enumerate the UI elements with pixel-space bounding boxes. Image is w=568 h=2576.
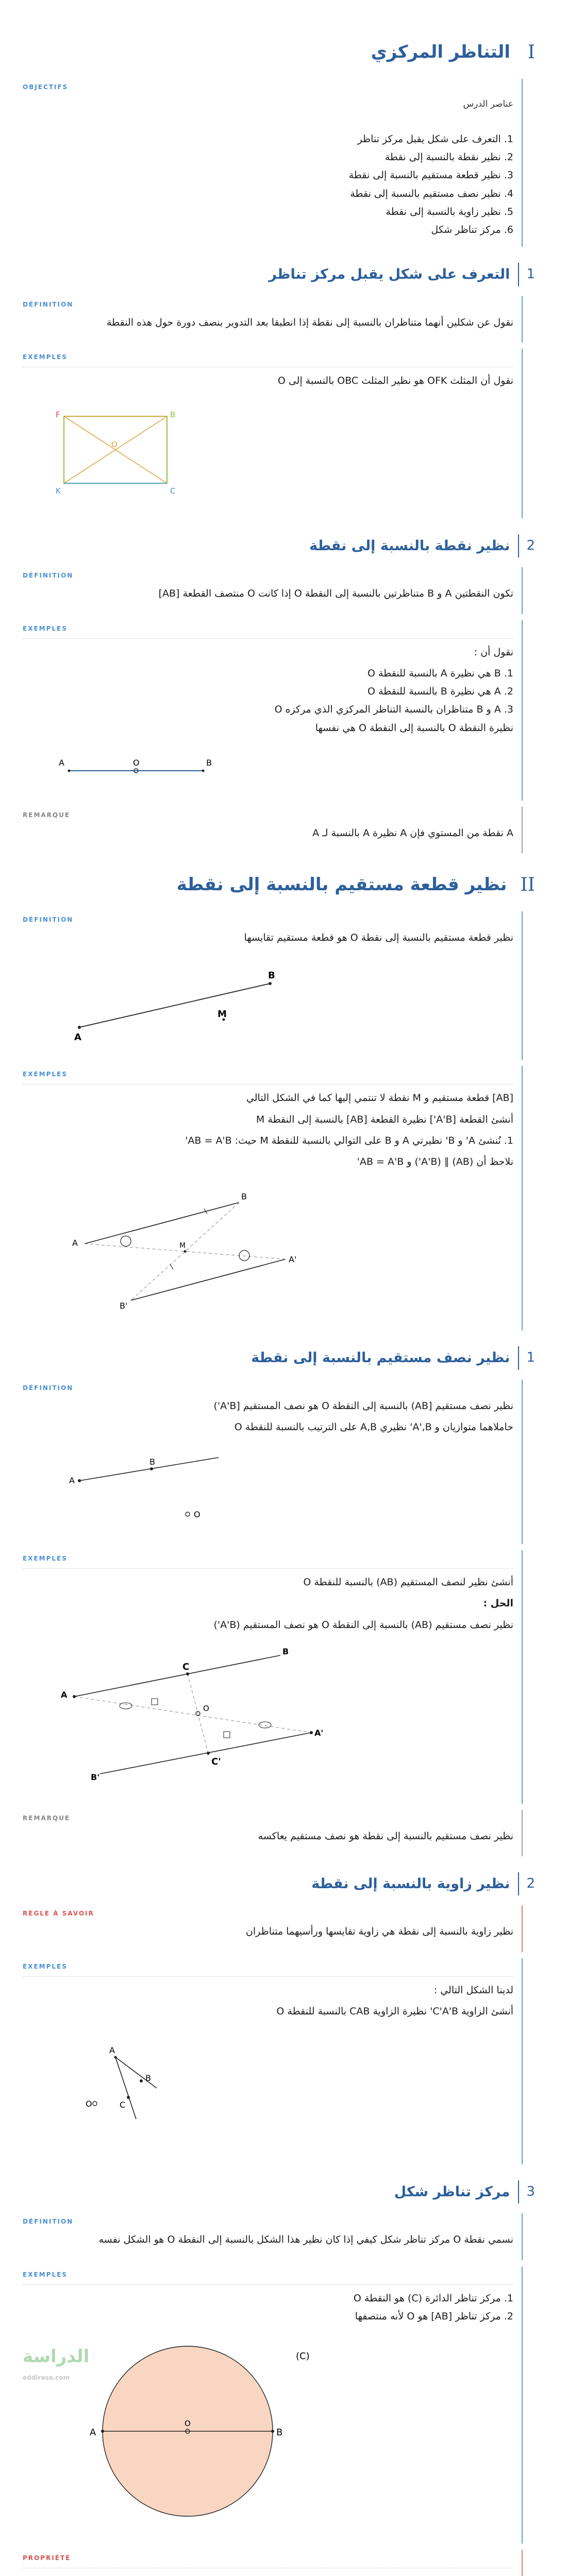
section-4-number: 2 xyxy=(518,1872,535,1896)
example-divider xyxy=(23,2284,513,2285)
halfline-figure xyxy=(54,1447,260,1530)
example-list xyxy=(23,2290,513,2326)
center-example xyxy=(23,2266,523,2544)
segment-figure-wrap xyxy=(23,951,513,1053)
definition-tag: DÉFINITION xyxy=(23,1384,74,1392)
rectangle-figure xyxy=(54,401,188,504)
segment-definition xyxy=(23,911,523,1060)
halfline-example xyxy=(23,1550,523,1804)
site-watermark xyxy=(23,2342,89,2383)
point-label-c: C xyxy=(170,486,176,496)
example-tag: EXEMPLES xyxy=(23,1962,68,1970)
section-4-heading: نظير زاوية بالنسبة إلى نقطة xyxy=(311,1876,510,1892)
segment-construction-figure xyxy=(54,1182,342,1316)
part-2-heading: نظير قطعة مستقيم بالنسبة إلى نقطة xyxy=(176,874,507,895)
example-tag: EXEMPLES xyxy=(23,624,68,632)
section-3-title xyxy=(23,1346,535,1370)
halfline-figure-wrap xyxy=(23,1440,513,1537)
example-tag: EXEMPLES xyxy=(23,2270,68,2278)
part-1-heading: التناظر المركزي xyxy=(371,41,510,62)
point-label-m: M xyxy=(218,1009,227,1020)
property-list xyxy=(23,2573,513,2576)
example-item: 2. A هي نظيرة B بالنسبة للنقطة O xyxy=(367,686,513,697)
rule-tag: RÈGLE À SAVOIR xyxy=(23,1910,94,1918)
midpoint-figure xyxy=(54,745,239,786)
point-label-b: B xyxy=(241,1192,247,1202)
section-5-title xyxy=(23,2180,535,2204)
definition-line-2: حاملاهما متوازيان و A',B' نظيري A,B على الترتيب بالنسبة للنقطة O xyxy=(234,1421,513,1433)
halfline-construction-wrap xyxy=(23,1638,513,1797)
midpoint-figure-wrap xyxy=(23,738,513,793)
angle-figure-wrap xyxy=(23,2024,513,2157)
example-tag: EXEMPLES xyxy=(23,353,68,361)
definition-line-1: نظير نصف مستقيم [AB) بالنسبة إلى النقطة O هو نصف المستقيم [A'B') xyxy=(213,1400,513,1412)
objective-item: 2. نظير نقطة بالنسبة إلى نقطة xyxy=(385,151,513,163)
halfline-remark xyxy=(23,1810,523,1856)
segment-figure xyxy=(54,958,311,1045)
objective-item: 1. التعرف على شكل يقبل مركز تناظر xyxy=(357,133,513,145)
example-tag: EXEMPLES xyxy=(23,1071,68,1078)
example-line-1: [AB] قطعة مستقيم و M نقطة لا تنتمي إليها كما في الشكل التالي xyxy=(246,1092,513,1104)
definition-text: نظير قطعة مستقيم بالنسبة إلى نقطة O هو قطعة مستقيم تقايسها xyxy=(244,932,513,943)
property-item xyxy=(23,2573,513,2576)
point-label-b: B xyxy=(170,410,176,419)
remark-text: نظير نصف مستقيم بالنسبة إلى نقطة هو نصف مستقيم يعاكسه xyxy=(258,1830,513,1842)
example-line-1: لدينا الشكل التالي : xyxy=(433,1984,513,1996)
section-1-title xyxy=(23,262,535,286)
example-item: 1. مركز تناظر الدائرة (C) هو النقطة O xyxy=(353,2292,513,2304)
remark-tag: REMARQUE xyxy=(23,811,71,819)
point-label-b: B xyxy=(145,2073,151,2083)
part-2-number: II xyxy=(520,874,535,895)
example-divider xyxy=(23,1976,513,1977)
definition-tag: DÉFINITION xyxy=(23,916,74,923)
segment-example xyxy=(23,1066,523,1330)
section-1-definition xyxy=(23,296,523,343)
angle-figure xyxy=(54,2031,219,2150)
example-text: نقول أن المثلث OFK هو نظير المثلث OBC بالنسبة إلى O xyxy=(277,375,513,386)
section-2-title xyxy=(23,534,535,558)
circle-label: (C) xyxy=(296,2351,310,2362)
part-1-title xyxy=(23,36,535,69)
section-2-example xyxy=(23,620,523,801)
point-label-m: M xyxy=(179,1242,186,1250)
point-label-a: A xyxy=(72,1238,78,1248)
point-label-c: C xyxy=(120,2100,126,2110)
definition-text: نسمي نقطة O مركز تناظر شكل كيفي إذا كان نظير هذا الشكل بالنسبة إلى النقطة O هو الشكل نفسه xyxy=(98,2234,513,2246)
point-label-b: B xyxy=(206,757,212,768)
objective-item: 4. نظير نصف مستقيم بالنسبة إلى نقطة xyxy=(350,188,513,199)
center-definition xyxy=(23,2213,523,2260)
point-label-c-prime: C' xyxy=(211,1756,221,1767)
rectangle-figure-wrap xyxy=(23,394,513,511)
solution-label: الحل : xyxy=(483,1598,513,1609)
point-label-a: A xyxy=(74,1032,81,1043)
point-label-f: F xyxy=(56,410,60,419)
point-label-a-prime: A' xyxy=(314,1727,324,1738)
angle-example xyxy=(23,1958,523,2165)
example-intro: نقول أن : xyxy=(474,646,513,658)
watermark-text: الدراسة xyxy=(23,2346,90,2367)
section-3-heading: نظير نصف مستقيم بالنسبة إلى نقطة xyxy=(251,1350,510,1366)
section-5-number: 3 xyxy=(518,2180,535,2204)
point-label-c: C xyxy=(182,1661,190,1672)
example-line-2: أنشئ القطعة [A'B'] نظيرة القطعة [AB] بالنسبة إلى النقطة M xyxy=(256,1113,513,1125)
point-label-b: B xyxy=(276,2427,283,2438)
point-label-o: O xyxy=(133,757,140,768)
example-item: نظيرة النقطة O بالنسبة إلى النقطة O هي نفسها xyxy=(315,722,513,734)
point-label-o: O xyxy=(185,2419,191,2428)
example-line-1: أنشئ نظير لنصف المستقيم (AB) بالنسبة للنقطة O xyxy=(303,1577,513,1588)
section-2-definition xyxy=(23,567,523,614)
example-line-2: أنشئ الزاوية C'A'B' نظيرة الزاوية CAB بالنسبة للنقطة O xyxy=(276,2005,513,2017)
watermark-subtext: eddirasa.com xyxy=(23,2374,70,2381)
halfline-definition xyxy=(23,1380,523,1545)
property-box xyxy=(23,2550,523,2576)
segment-construction-wrap xyxy=(23,1175,513,1323)
example-list xyxy=(23,665,513,737)
part-2-title xyxy=(23,869,535,901)
section-1-heading: التعرف على شكل يقبل مركز تناظر xyxy=(269,266,510,283)
definition-tag: DÉFINITION xyxy=(23,572,74,580)
point-label-a: A xyxy=(61,1689,68,1700)
objectives-list xyxy=(23,131,513,239)
part-1-number: I xyxy=(527,42,535,63)
point-label-k: K xyxy=(56,486,61,496)
point-label-o: O xyxy=(111,440,118,449)
halfline-construction-figure xyxy=(54,1645,342,1789)
objectives-tag: OBJECTIFS xyxy=(23,83,69,91)
point-label-a-prime: A' xyxy=(289,1255,297,1265)
section-4-title xyxy=(23,1872,535,1896)
property-tag: PROPRIÉTÉ xyxy=(23,2554,71,2562)
point-label-b: B xyxy=(268,970,275,981)
remark-text: A نقطة من المستوي فإن A نظيرة A بالنسبة لـ A xyxy=(312,827,513,839)
example-divider xyxy=(23,638,513,639)
definition-text: نقول عن شكلين أنهما متناظران بالنسبة إلى نقطة إذا انطبقا بعد التدوير بنصف دورة حول هذه النقطة xyxy=(106,316,513,328)
point-label-o: O xyxy=(194,1510,201,1519)
example-line-3: 1. نُنشئ A' و B' نظيرتي A و B على التوالي بالنسبة للنقطة M حيث: AB = A'B' xyxy=(185,1134,513,1146)
example-line-2: نظير نصف مستقيم (AB) بالنسبة إلى النقطة O هو نصف المستقيم (A'B') xyxy=(213,1619,513,1631)
example-item: 2. مركز تناظر [AB] هو O لأنه منتصفها xyxy=(355,2310,513,2322)
objective-item: 6. مركز تناظر شكل xyxy=(431,224,513,235)
section-2-heading: نظير نقطة بالنسبة إلى نقطة xyxy=(309,538,510,554)
section-2-remark xyxy=(23,807,523,853)
objectives-heading: عناصر الدرس xyxy=(463,99,513,109)
circle-figure xyxy=(54,2333,342,2529)
point-label-b: B xyxy=(149,1457,155,1467)
example-divider xyxy=(23,1568,513,1569)
example-line-4: نلاحظ أن (AB) ∥ (A'B') و AB = A'B' xyxy=(357,1156,513,1167)
point-label-a: A xyxy=(69,1476,75,1485)
point-label-o: O xyxy=(203,1703,209,1713)
definition-text: تكون النقطتين A و B متناظرتين بالنسبة إلى النقطة O إذا كانت O منتصف القطعة [AB] xyxy=(158,588,513,600)
point-label-b-prime: B' xyxy=(120,1301,128,1311)
section-1-example xyxy=(23,349,523,518)
angle-rule xyxy=(23,1905,523,1952)
example-item: 3. A و B متناظران بالنسبة التناظر المركزي الذي مركزه O xyxy=(274,704,513,716)
point-label-b: B xyxy=(282,1646,289,1656)
example-tag: EXEMPLES xyxy=(23,1555,68,1562)
point-label-a: A xyxy=(109,2045,115,2055)
point-label-o: O xyxy=(86,2099,92,2109)
definition-tag: DÉFINITION xyxy=(23,2218,74,2226)
section-2-number: 2 xyxy=(518,534,535,558)
section-3-number: 1 xyxy=(518,1346,535,1370)
objective-item: 3. نظير قطعة مستقيم بالنسبة إلى نقطة xyxy=(348,170,513,181)
point-label-b-prime: B' xyxy=(91,1772,100,1782)
objectives-box xyxy=(23,79,523,247)
objective-item: 5. نظير زاوية بالنسبة إلى نقطة xyxy=(386,206,513,217)
point-label-a: A xyxy=(90,2427,96,2438)
section-1-number: 1 xyxy=(518,263,535,286)
definition-tag: DÉFINITION xyxy=(23,300,74,308)
section-5-heading: مركز تناظر شكل xyxy=(394,2184,510,2200)
circle-figure-wrap xyxy=(23,2326,513,2536)
remark-tag: REMARQUE xyxy=(23,1814,71,1822)
example-item: 1. B هي نظيرة A بالنسبة للنقطة O xyxy=(367,667,513,679)
point-label-a: A xyxy=(59,757,64,768)
rule-text: نظير زاوية بالنسبة إلى نقطة هي زاوية تقايسها ورأسيهما متناظران xyxy=(245,1926,513,1938)
